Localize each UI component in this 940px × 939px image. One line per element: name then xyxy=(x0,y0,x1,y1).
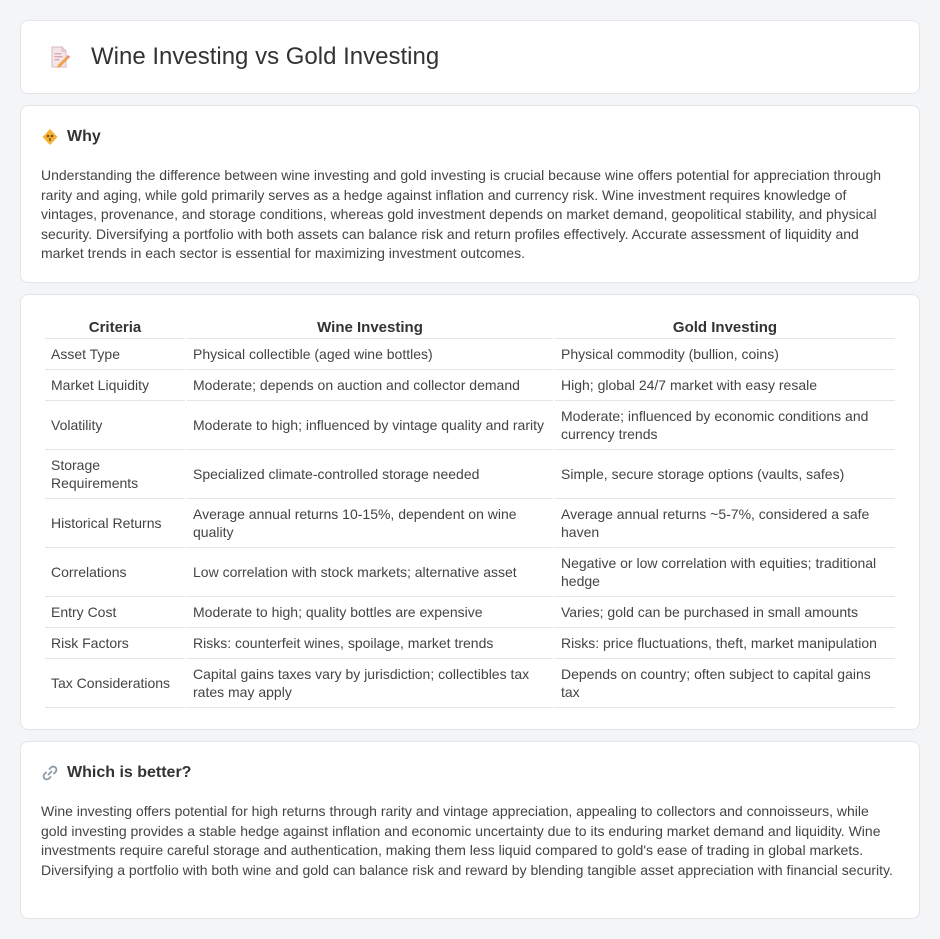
header-criteria: Criteria xyxy=(45,315,185,339)
row-wine: Moderate; depends on auction and collector demand xyxy=(187,370,553,401)
row-wine: Specialized climate-controlled storage needed xyxy=(187,450,553,499)
page-title: Wine Investing vs Gold Investing xyxy=(91,43,440,70)
row-wine: Moderate to high; quality bottles are expensive xyxy=(187,597,553,628)
row-wine: Capital gains taxes vary by jurisdiction; collectibles tax rates may apply xyxy=(187,659,553,708)
row-criteria: Storage Requirements xyxy=(45,450,185,499)
table-header-row xyxy=(45,315,895,339)
row-gold: Physical commodity (bullion, coins) xyxy=(555,339,895,370)
table-row xyxy=(45,450,895,499)
row-gold: Depends on country; often subject to capital gains tax xyxy=(555,659,895,708)
comparison-section xyxy=(20,294,920,730)
row-criteria: Entry Cost xyxy=(45,597,185,628)
header-gold: Gold Investing xyxy=(555,315,895,339)
table-row xyxy=(45,499,895,548)
comparison-table xyxy=(43,315,897,708)
row-gold: Varies; gold can be purchased in small amounts xyxy=(555,597,895,628)
table-row xyxy=(45,401,895,450)
row-gold: Risks: price fluctuations, theft, market manipulation xyxy=(555,628,895,659)
better-paragraph: Wine investing offers potential for high returns through rarity and vintage appreciation, appealing to collectors and connoisseurs, while gold investing provides a stable hedge against inflation and economic uncertainty due to its enduring market demand and liquidity. Wine investments require careful storage and authentication, making them less liquid compared to gold's ease of trading in global markets. Diversifying a portfolio with both wine and gold can balance risk and reward by blending tangible asset appreciation with financial security. xyxy=(41,803,893,878)
which-is-better-section xyxy=(20,741,920,919)
row-wine: Low correlation with stock markets; alternative asset xyxy=(187,548,553,597)
why-heading xyxy=(41,128,899,146)
table-row xyxy=(45,597,895,628)
row-wine: Moderate to high; influenced by vintage quality and rarity xyxy=(187,401,553,450)
row-criteria: Correlations xyxy=(45,548,185,597)
row-wine: Risks: counterfeit wines, spoilage, market trends xyxy=(187,628,553,659)
row-criteria: Historical Returns xyxy=(45,499,185,548)
row-gold: Moderate; influenced by economic conditions and currency trends xyxy=(555,401,895,450)
why-title: Why xyxy=(67,128,101,145)
row-wine: Average annual returns 10-15%, dependent on wine quality xyxy=(187,499,553,548)
row-criteria: Asset Type xyxy=(45,339,185,370)
document-edit-icon xyxy=(47,45,71,69)
row-criteria: Volatility xyxy=(45,401,185,450)
row-criteria: Market Liquidity xyxy=(45,370,185,401)
header-wine: Wine Investing xyxy=(187,315,553,339)
row-criteria: Risk Factors xyxy=(45,628,185,659)
link-icon xyxy=(41,764,59,782)
table-row xyxy=(45,339,895,370)
table-row xyxy=(45,659,895,708)
lightbulb-icon xyxy=(41,128,59,146)
table-row xyxy=(45,370,895,401)
better-title: Which is better? xyxy=(67,764,192,781)
table-row xyxy=(45,548,895,597)
row-gold: Negative or low correlation with equities; traditional hedge xyxy=(555,548,895,597)
table-row xyxy=(45,628,895,659)
row-wine: Physical collectible (aged wine bottles) xyxy=(187,339,553,370)
row-gold: Simple, secure storage options (vaults, safes) xyxy=(555,450,895,499)
better-heading xyxy=(41,764,899,782)
why-paragraph: Understanding the difference between wine investing and gold investing is crucial because wine offers potential for appreciation through rarity and aging, while gold primarily serves as a hedge against inflation and currency risk. Wine investment requires knowledge of vintages, provenance, and storage conditions, whereas gold investment depends on market demand, geopolitical stability, and physical security. Diversifying a portfolio with both assets can balance risk and return profiles effectively. Accurate assessment of liquidity and market trends in each sector is essential for maximizing investment outcomes. xyxy=(41,167,882,261)
row-criteria: Tax Considerations xyxy=(45,659,185,708)
row-gold: High; global 24/7 market with easy resale xyxy=(555,370,895,401)
row-gold: Average annual returns ~5-7%, considered a safe haven xyxy=(555,499,895,548)
title-card xyxy=(20,20,920,94)
why-section xyxy=(20,105,920,283)
